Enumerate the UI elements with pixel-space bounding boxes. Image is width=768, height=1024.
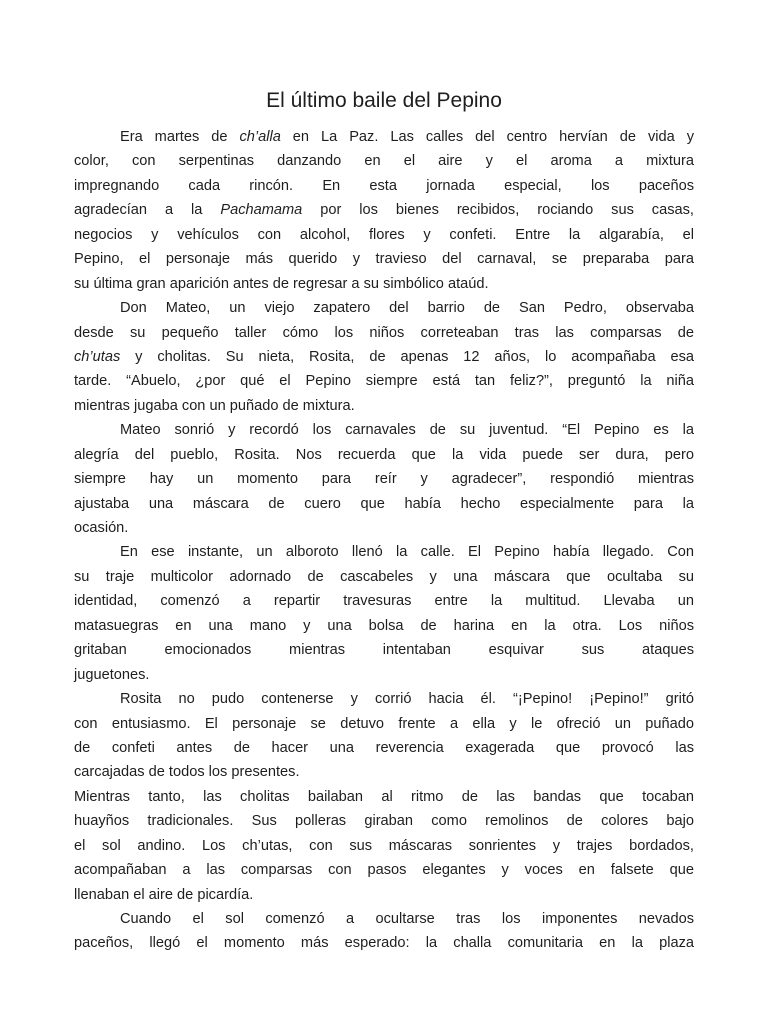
text-line <box>74 443 694 467</box>
text-segment: de confeti antes de hacer una reverencia exagerada que provocó las <box>74 739 694 756</box>
text-segment: negocios y vehículos con alcohol, flores y confeti. Entre la algarabía, el <box>74 226 694 243</box>
text-line <box>74 540 694 564</box>
text-line <box>74 418 694 442</box>
text-line <box>74 369 694 393</box>
text-line <box>74 638 694 662</box>
text-line <box>74 834 694 858</box>
paragraph <box>74 296 694 418</box>
text-segment: siempre hay un momento para reír y agradecer”, respondió mientras <box>74 471 694 488</box>
text-segment: su traje multicolor adornado de cascabeles y una máscara que ocultaba su <box>74 568 694 585</box>
text-segment: identidad, comenzó a repartir travesuras entre la multitud. Llevaba un <box>74 593 694 610</box>
text-segment: matasuegras en una mano y una bolsa de harina en la otra. Los niños <box>74 617 694 634</box>
text-segment: Rosita no pudo contenerse y corrió hacia él. “¡Pepino! ¡Pepino!” gritó <box>120 691 694 708</box>
italic-term: ch’alla <box>239 129 281 145</box>
text-segment: En ese instante, un alboroto llenó la calle. El Pepino había llegado. Con <box>120 544 694 561</box>
text-segment: tarde. “Abuelo, ¿por qué el Pepino siempre está tan feliz?”, preguntó la niña <box>74 373 694 390</box>
text-line <box>74 858 694 882</box>
paragraph <box>74 418 694 540</box>
text-segment: desde su pequeño taller cómo los niños correteaban tras las comparsas de <box>74 324 694 341</box>
text-line <box>74 809 694 833</box>
text-line <box>74 883 694 907</box>
text-line <box>74 198 694 222</box>
text-line <box>74 492 694 516</box>
text-segment: agradecían a la <box>74 202 221 219</box>
text-segment: juguetones. <box>74 666 150 683</box>
text-line <box>74 565 694 589</box>
text-line <box>74 907 694 931</box>
text-segment: y cholitas. Su nieta, Rosita, de apenas 12 años, lo acompañaba esa <box>120 348 694 365</box>
text-segment: Era martes de <box>120 129 240 145</box>
text-line <box>74 223 694 247</box>
text-segment: con entusiasmo. El personaje se detuvo frente a ella y le ofreció un puñado <box>74 715 694 732</box>
text-segment: Mientras tanto, las cholitas bailaban al ritmo de las bandas que tocaban <box>74 788 694 805</box>
text-line <box>74 687 694 711</box>
text-line <box>74 663 694 687</box>
text-line <box>74 712 694 736</box>
paragraph <box>74 907 694 956</box>
text-segment: mientras jugaba con un puñado de mixtura. <box>74 397 355 414</box>
paragraph <box>74 785 694 907</box>
text-line <box>74 931 694 955</box>
text-segment: alegría del pueblo, Rosita. Nos recuerda que la vida puede ser dura, pero <box>74 446 694 463</box>
text-line <box>74 125 694 149</box>
paragraph <box>74 125 694 296</box>
text-segment: ajustaba una máscara de cuero que había hecho especialmente para la <box>74 495 694 512</box>
text-segment: paceños, llegó el momento más esperado: la challa comunitaria en la plaza <box>74 935 694 952</box>
italic-term: Pachamama <box>220 202 303 219</box>
document-body <box>74 125 694 956</box>
text-segment: gritaban emocionados mientras intentaban esquivar sus ataques <box>74 642 694 659</box>
text-segment: su última gran aparición antes de regresar a su simbólico ataúd. <box>74 275 489 292</box>
text-segment: ocasión. <box>74 520 129 536</box>
text-line <box>74 516 694 540</box>
paragraph <box>74 687 694 785</box>
text-line <box>74 736 694 760</box>
text-line <box>74 174 694 198</box>
text-line <box>74 394 694 418</box>
text-line <box>74 296 694 320</box>
text-line <box>74 760 694 784</box>
text-segment: Mateo sonrió y recordó los carnavales de su juventud. “El Pepino es la <box>120 422 694 439</box>
text-line <box>74 149 694 173</box>
text-segment: el sol andino. Los ch’utas, con sus máscaras sonrientes y trajes bordados, <box>74 837 694 854</box>
text-segment: Don Mateo, un viejo zapatero del barrio de San Pedro, observaba <box>120 300 694 317</box>
paragraph <box>74 540 694 687</box>
text-line <box>74 321 694 345</box>
text-segment: Cuando el sol comenzó a ocultarse tras los imponentes nevados <box>120 911 694 927</box>
italic-term: ch’utas <box>74 348 121 365</box>
text-line <box>74 614 694 638</box>
text-segment: en La Paz. Las calles del centro hervían de vida y <box>280 129 694 145</box>
text-segment: color, con serpentinas danzando en el aire y el aroma a mixtura <box>74 153 694 170</box>
text-segment: por los bienes recibidos, rociando sus casas, <box>302 202 694 219</box>
text-segment: acompañaban a las comparsas con pasos elegantes y voces en falsete que <box>74 862 694 879</box>
text-segment: Pepino, el personaje más querido y travieso del carnaval, se preparaba para <box>74 251 694 268</box>
text-line <box>74 467 694 491</box>
text-segment: impregnando cada rincón. En esta jornada especial, los paceños <box>74 177 694 194</box>
text-segment: huayños tradicionales. Sus polleras giraban como remolinos de colores bajo <box>74 813 694 830</box>
text-segment: carcajadas de todos los presentes. <box>74 764 300 781</box>
document-title: El último baile del Pepino <box>266 89 502 112</box>
text-line <box>74 785 694 809</box>
text-line <box>74 247 694 271</box>
text-line <box>74 589 694 613</box>
text-line <box>74 345 694 369</box>
text-line <box>74 272 694 296</box>
text-segment: llenaban el aire de picardía. <box>74 886 254 903</box>
